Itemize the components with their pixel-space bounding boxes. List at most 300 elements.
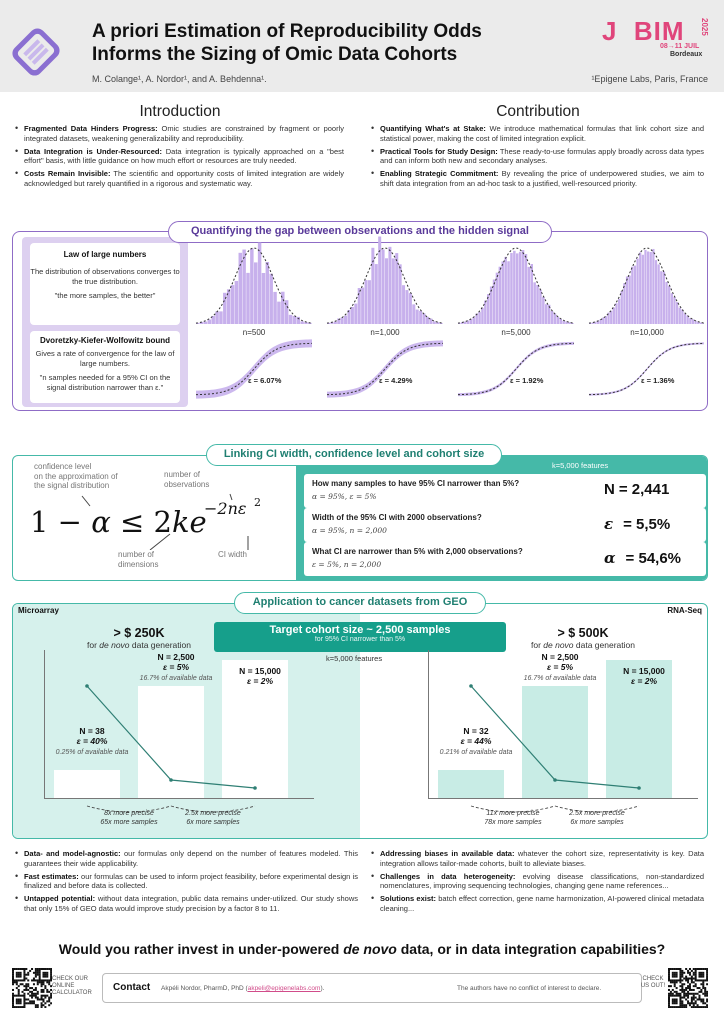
histogram-bar — [368, 280, 371, 324]
svg-text:1 − α ≤ 2ke: 1 − α ≤ 2ke — [30, 505, 207, 539]
qr-module — [46, 974, 48, 976]
qr-module — [29, 987, 31, 989]
question-params: α = 95%, ε = 5% — [312, 492, 377, 501]
contact-box — [102, 973, 642, 1003]
histogram-bar — [502, 261, 505, 324]
list-item: • Costs Remain Invisible: The scientific and opportunity costs of limited integration are widely acknowledged but rarely quantified in a rigorous and systematic way. — [14, 169, 344, 189]
qr-module — [706, 991, 708, 993]
qr-module — [679, 978, 681, 980]
qr-module — [50, 972, 52, 974]
cdf-band — [458, 342, 574, 396]
qr-module — [41, 1006, 43, 1008]
histogram-bar — [341, 318, 344, 324]
qr-module — [679, 985, 681, 987]
n-label: n=10,000 — [630, 328, 664, 337]
qr-module — [48, 979, 50, 981]
qr-module — [689, 968, 691, 970]
histogram-bar — [351, 307, 354, 324]
intro-heading: Introduction — [139, 103, 221, 120]
histogram-bar — [273, 292, 276, 324]
qr-module — [31, 1002, 33, 1004]
qr-module — [700, 998, 702, 1000]
qr-module — [48, 1000, 50, 1002]
qr-module — [35, 993, 37, 995]
qr-module — [48, 991, 50, 993]
qr-module — [39, 979, 41, 981]
qr-module — [23, 997, 25, 999]
histogram-bar — [519, 252, 522, 324]
qr-module — [668, 979, 670, 981]
qr-module — [14, 1006, 16, 1008]
qr-module — [27, 993, 29, 995]
qr-module — [676, 972, 678, 974]
qr-module — [27, 983, 29, 985]
conclusion-left — [14, 849, 358, 917]
qr-module — [681, 970, 683, 972]
qr-module — [14, 979, 16, 981]
qr-module — [676, 1000, 678, 1002]
qr-module — [679, 981, 681, 983]
qr-module — [31, 993, 33, 995]
dkw-quote: "n samples needed for a 95% CI on the signal distribution narrower than ε." — [39, 373, 171, 392]
lln-quote: "the more samples, the better" — [54, 291, 156, 300]
qr-module — [676, 976, 678, 978]
qr-module — [27, 972, 29, 974]
qr-module — [42, 1004, 44, 1006]
qr-module — [20, 983, 22, 985]
qr-module — [31, 987, 33, 989]
histogram-bar — [262, 273, 265, 324]
qr-module — [693, 985, 695, 987]
histogram-bar — [478, 312, 481, 324]
qr-module — [35, 974, 37, 976]
histogram-bar — [689, 318, 691, 324]
qr-module — [46, 989, 48, 991]
histogram-bar — [631, 267, 633, 324]
qr-module — [16, 968, 18, 970]
qr-module — [39, 972, 41, 974]
list-item: • Challenges in data heterogeneity: evolving disease classifications, non-standardized nomenclatures, improving sequencing technologies, changing gene name references... — [370, 872, 704, 892]
qr-module — [672, 981, 674, 983]
jobim-wordmark: J BIM — [602, 16, 685, 46]
qr-module — [674, 981, 676, 983]
qr-module — [46, 976, 48, 978]
qr-module — [670, 991, 672, 993]
panel-2 — [458, 248, 574, 396]
qr-module — [679, 998, 681, 1000]
qr-module — [35, 970, 37, 972]
qr-module — [702, 972, 704, 974]
qr-module — [29, 1002, 31, 1004]
qr-module — [37, 997, 39, 999]
qr-module — [679, 979, 681, 981]
histogram-bar — [557, 317, 560, 324]
qr-module — [46, 981, 48, 983]
qr-module — [695, 983, 697, 985]
qr-module — [12, 981, 14, 983]
qr-module — [702, 1006, 704, 1008]
histogram-bar — [610, 311, 612, 324]
contact-person: Akpéli Nordor, PharmD, PhD (akpeli@epigenelabs.com). — [161, 985, 325, 992]
qr-module — [41, 1002, 43, 1004]
qr-module — [676, 998, 678, 1000]
qr-module — [20, 998, 22, 1000]
qr-module — [35, 1006, 37, 1008]
qr-module — [35, 1004, 37, 1006]
qr-module — [706, 1000, 708, 1002]
qr-module — [35, 987, 37, 989]
qr-module — [687, 972, 689, 974]
histogram-bar — [652, 249, 654, 324]
qr-module — [693, 974, 695, 976]
qr-module — [41, 989, 43, 991]
qr-module — [27, 979, 29, 981]
contrib-list — [370, 124, 704, 192]
lln-text: The distribution of observations converges to the true distribution. — [30, 267, 180, 286]
qr-module — [672, 998, 674, 1000]
qr-module — [16, 995, 18, 997]
qr-module — [683, 991, 685, 993]
histogram-bar — [358, 288, 361, 324]
qr-module — [678, 1006, 680, 1008]
qr-module — [702, 979, 704, 981]
authors: M. Colange¹, A. Nordor¹, and A. Behdenna¹. — [92, 74, 267, 84]
qr-module — [698, 972, 700, 974]
qr-module — [18, 1006, 20, 1008]
qr-module — [12, 1004, 14, 1006]
qr-module — [23, 989, 25, 991]
qr-module — [695, 978, 697, 980]
qr-module — [41, 979, 43, 981]
ratio-caption: 8x more precise 65x more samples — [100, 810, 158, 826]
qr-module — [681, 972, 683, 974]
qr-module — [48, 1004, 50, 1006]
qr-module — [693, 993, 695, 995]
bar-label: N = 2,500 ε = 5% 16.7% of available data — [523, 652, 597, 682]
qr-module — [12, 983, 14, 985]
qr-module — [689, 987, 691, 989]
qr-module — [23, 976, 25, 978]
qr-module — [679, 1000, 681, 1002]
qr-module — [670, 985, 672, 987]
histogram-bar — [660, 271, 662, 324]
cdf-band — [327, 340, 443, 397]
qr-module — [37, 968, 39, 970]
qr-module — [37, 970, 39, 972]
qr-module — [35, 979, 37, 981]
qr-module — [700, 1006, 702, 1008]
qr-module — [706, 1006, 708, 1008]
ratio-caption: 2.5x more precise 6x more samples — [185, 810, 241, 826]
qr-module — [676, 1006, 678, 1008]
histogram-bar — [642, 255, 644, 324]
qr-module — [674, 979, 676, 981]
qr-module — [41, 985, 43, 987]
qr-module — [50, 1002, 52, 1004]
qr-module — [679, 995, 681, 997]
dkw-title: Dvoretzky-Kiefer-Wolfowitz bound — [39, 336, 171, 345]
qr-module — [25, 968, 27, 970]
qr-module — [16, 972, 18, 974]
histogram-bar — [254, 262, 257, 324]
qr-module — [683, 978, 685, 980]
qr-module — [12, 978, 14, 980]
epigene-logo — [6, 22, 66, 82]
qr-module — [42, 972, 44, 974]
qr-module — [44, 972, 46, 974]
qr-module — [23, 978, 25, 980]
qr-module — [706, 983, 708, 985]
qr-module — [698, 997, 700, 999]
qr-code-website[interactable] — [668, 968, 708, 1008]
qr-module — [685, 989, 687, 991]
qr-module — [674, 995, 676, 997]
qr-module — [670, 1006, 672, 1008]
qr-module — [702, 987, 704, 989]
histogram-bar — [416, 310, 419, 324]
precision-point — [469, 684, 473, 688]
qr-module — [706, 979, 708, 981]
coi-statement: The authors have no conflict of interest to declare. — [457, 985, 602, 992]
qr-module — [42, 991, 44, 993]
histogram-bar — [613, 308, 615, 324]
bar-label: N = 32 ε = 44% 0.21% of available data — [439, 726, 513, 756]
qr-module — [693, 978, 695, 980]
histogram-bar — [618, 299, 620, 324]
qr-module — [12, 972, 14, 974]
qr-module — [700, 991, 702, 993]
qr-module — [695, 997, 697, 999]
qr-module — [689, 1004, 691, 1006]
qr-module — [14, 981, 16, 983]
qr-module — [668, 970, 670, 972]
ann-observations: number of observations — [164, 470, 210, 489]
qr-module — [695, 979, 697, 981]
question-text: How many samples to have 95% CI narrower than 5%? — [312, 479, 520, 488]
qr-module — [44, 976, 46, 978]
qr-module — [33, 1002, 35, 1004]
histogram-bar — [554, 313, 557, 324]
qr-module — [18, 989, 20, 991]
qr-module — [33, 995, 35, 997]
qr-module — [695, 976, 697, 978]
qr-module — [679, 989, 681, 991]
qr-module — [672, 993, 674, 995]
qr-module — [700, 968, 702, 970]
qr-module — [697, 1006, 699, 1008]
qr-module — [681, 983, 683, 985]
qr-module — [35, 995, 37, 997]
histogram-bar — [490, 286, 493, 324]
histogram-bar — [419, 311, 422, 324]
qr-module — [39, 998, 41, 1000]
qr-module — [668, 1002, 670, 1004]
qr-module — [693, 995, 695, 997]
histogram-bar — [647, 251, 649, 324]
qr-module — [695, 968, 697, 970]
qr-module — [672, 1006, 674, 1008]
page-title: A priori Estimation of Reproducibility Odds Informs the Sizing of Omic Data Cohorts — [92, 21, 482, 65]
histogram-bar — [375, 264, 378, 324]
precision-point — [253, 786, 257, 790]
calc-label: CHECK OUR ONLINE CALCULATOR — [52, 976, 92, 996]
qr-module — [33, 972, 35, 974]
qr-code-calculator[interactable] — [12, 968, 52, 1008]
histogram-bar — [334, 322, 337, 324]
qr-module — [39, 976, 41, 978]
qr-module — [687, 987, 689, 989]
bar-label: N = 15,000 ε = 2% — [623, 666, 665, 686]
qr-module — [22, 991, 24, 993]
question-text: Width of the 95% CI with 2000 observations? — [312, 513, 482, 522]
qr-module — [20, 995, 22, 997]
histogram-bar — [684, 313, 686, 324]
micro-cost: > $ 250K for de novo data generation — [87, 626, 191, 650]
qr-module — [681, 979, 683, 981]
qr-module — [12, 970, 14, 972]
qr-module — [693, 1006, 695, 1008]
qr-module — [16, 974, 18, 976]
qr-module — [674, 1006, 676, 1008]
target-title: Target cohort size ~ 2,500 samples — [269, 624, 451, 636]
qr-module — [702, 983, 704, 985]
qr-module — [31, 968, 33, 970]
histogram-bar — [668, 286, 670, 324]
qr-module — [23, 998, 25, 1000]
qr-module — [27, 985, 29, 987]
qr-module — [687, 981, 689, 983]
qr-module — [35, 976, 37, 978]
qr-module — [46, 972, 48, 974]
qr-module — [20, 972, 22, 974]
qr-module — [697, 979, 699, 981]
qr-module — [691, 981, 693, 983]
histogram-bar — [215, 311, 218, 324]
qr-module — [685, 976, 687, 978]
qr-module — [685, 993, 687, 995]
histogram-bar — [679, 308, 681, 324]
qr-module — [42, 1000, 44, 1002]
qr-module — [44, 1006, 46, 1008]
qr-module — [50, 970, 52, 972]
qr-module — [704, 989, 706, 991]
link-kfeatures: k=5,000 features — [552, 461, 609, 470]
qr-module — [700, 979, 702, 981]
qr-module — [35, 968, 37, 970]
histogram-bar — [671, 293, 673, 324]
link-title: Linking CI width, confidence level and cohort size — [206, 444, 502, 466]
qr-module — [689, 1002, 691, 1004]
qr-module — [700, 983, 702, 985]
qr-module — [48, 968, 50, 970]
qr-module — [704, 1006, 706, 1008]
qr-module — [683, 993, 685, 995]
qr-module — [676, 981, 678, 983]
qr-module — [29, 1000, 31, 1002]
qr-module — [681, 1000, 683, 1002]
qr-module — [668, 968, 670, 970]
list-item: • Addressing biases in available data: whatever the cohort size, representativity is key. Data integration allows tailor-made cohorts, built to alleviate biases. — [370, 849, 704, 869]
cdf-band — [589, 342, 704, 395]
contact-email-link[interactable]: akpeli@epigenelabs.com — [247, 985, 321, 992]
qr-module — [693, 968, 695, 970]
qr-module — [676, 968, 678, 970]
qr-module — [689, 978, 691, 980]
question-box — [304, 542, 706, 576]
qr-module — [12, 1006, 14, 1008]
qr-module — [12, 997, 14, 999]
qr-module — [18, 976, 20, 978]
qr-module — [33, 993, 35, 995]
histogram-bar — [602, 318, 604, 324]
qr-module — [23, 974, 25, 976]
qr-module — [18, 998, 20, 1000]
qr-module — [672, 979, 674, 981]
histogram-bar — [634, 266, 636, 324]
qr-module — [679, 997, 681, 999]
qr-module — [706, 972, 708, 974]
qr-module — [27, 1002, 29, 1004]
qr-module — [16, 1002, 18, 1004]
histogram-bar — [239, 253, 242, 324]
qr-module — [668, 976, 670, 978]
qr-module — [679, 974, 681, 976]
qr-module — [674, 998, 676, 1000]
qr-module — [668, 993, 670, 995]
qr-module — [689, 983, 691, 985]
histogram-bar — [639, 252, 641, 324]
qr-module — [12, 974, 14, 976]
histogram-bar — [365, 280, 368, 324]
qr-module — [704, 968, 706, 970]
bar-label: N = 15,000 ε = 2% — [239, 666, 281, 686]
qr-module — [681, 987, 683, 989]
qr-module — [695, 1002, 697, 1004]
rna-cost: > $ 500K for de novo data generation — [531, 626, 635, 650]
histogram-bar — [623, 283, 625, 324]
qr-module — [39, 970, 41, 972]
qr-module — [41, 1004, 43, 1006]
histogram-bar — [481, 308, 484, 324]
qr-module — [676, 979, 678, 981]
qr-module — [46, 968, 48, 970]
list-item: • Solutions exist: batch effect correction, gene name harmonization, AI-powered clinical metadata cleaning... — [370, 894, 704, 914]
histogram-bar — [371, 248, 374, 324]
histogram-bar — [235, 281, 238, 324]
qr-module — [668, 978, 670, 980]
contrib-heading: Contribution — [496, 103, 580, 120]
checkus-label: CHECK US OUT! — [640, 976, 666, 989]
qr-module — [23, 985, 25, 987]
histogram-bar — [412, 304, 415, 324]
qr-module — [48, 997, 50, 999]
n-label: n=5,000 — [501, 328, 531, 337]
histogram-bar — [242, 250, 245, 324]
qr-module — [681, 985, 683, 987]
qr-module — [670, 979, 672, 981]
qr-module — [23, 968, 25, 970]
qr-module — [41, 968, 43, 970]
qr-module — [693, 981, 695, 983]
qr-module — [39, 978, 41, 980]
ratio-caption: 11x more precise 78x more samples — [484, 810, 542, 826]
list-item: • Data Integration is Under-Resourced: Data integration is typically approached on a "best effort" basis, with little guidance on how much effort or resources are truly needed. — [14, 147, 344, 167]
qr-module — [695, 970, 697, 972]
qr-module — [683, 1004, 685, 1006]
qr-module — [679, 1002, 681, 1004]
qr-module — [16, 981, 18, 983]
histogram-bar — [433, 321, 436, 324]
